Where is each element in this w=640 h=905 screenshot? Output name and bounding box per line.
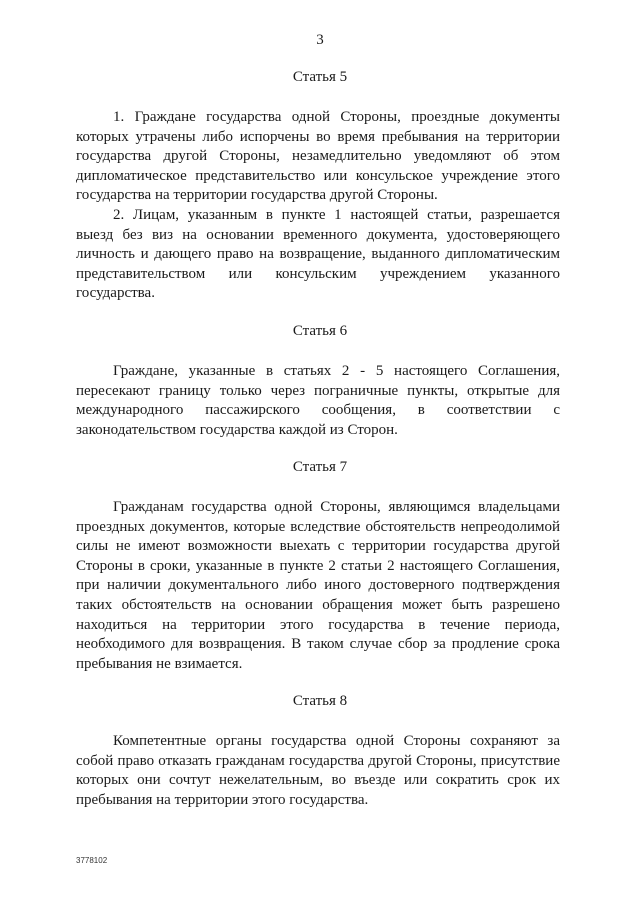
document-code: 3778102 [76, 856, 108, 865]
article-6-heading: Статья 6 [292, 323, 348, 339]
article-5-paragraph-2: 2. Лицам, указанным в пункте 1 настоящей статьи, разрешается выезд без виз на основании временного документа, удостоверяющего личность и дающего право на возвращение, выданного дипломатическим представительством или консульским учреждением указанного государства. [76, 207, 560, 302]
page-number: 3 [316, 32, 324, 48]
article-5-paragraph-1: 1. Граждане государства одной Стороны, проездные документы которых утрачены либо испорчены во время пребывания на территории государства другой Стороны, незамедлительно уведомляют об этом дипломатическое представительство или консульское учреждение этого государства на территории государства другой Стороны. [76, 109, 560, 204]
article-6-paragraph: Граждане, указанные в статьях 2 - 5 настоящего Соглашения, пересекают границу только через пограничные пункты, открытые для международного пассажирского сообщения, в соответствии с законодательством государства каждой из Сторон. [76, 363, 560, 438]
article-7-heading: Статья 7 [292, 459, 348, 475]
article-8-paragraph: Компетентные органы государства одной Стороны сохраняют за собой право отказать гражданам государства другой Стороны, присутствие которых они сочтут нежелательным, во въезде или сократить срок их пребывания на территории этого государства. [76, 733, 560, 808]
article-5-heading: Статья 5 [292, 69, 348, 85]
article-7-paragraph: Гражданам государства одной Стороны, являющимся владельцами проездных документов, которые вследствие обстоятельств непреодолимой силы не имеют возможности выехать с территории государства другой Стороны в сроки, указанные в пункте 2 статьи 2 настоящего Соглашения, при наличии документального либо иного достоверного подтверждения таких обстоятельств на основании обращения может быть разрешено находиться на территории этого государства в течение периода, необходимого для возвращения. В таком случае сбор за продление срока пребывания не взимается. [76, 499, 560, 672]
article-8-heading: Статья 8 [292, 693, 348, 709]
